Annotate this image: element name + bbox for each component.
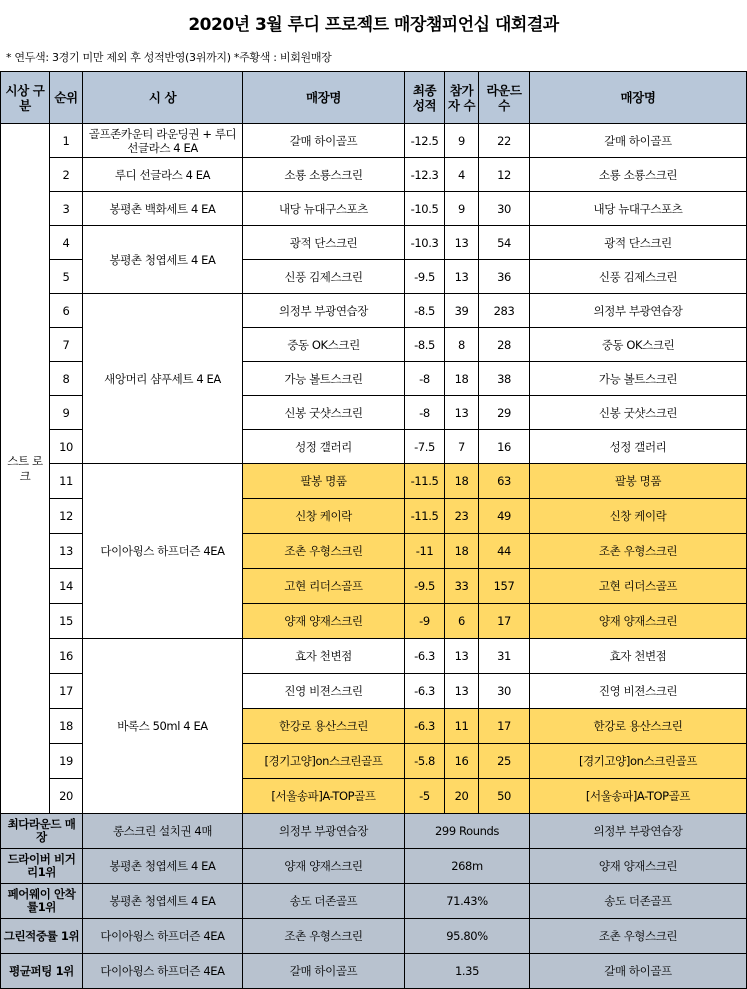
participants-cell: 18	[445, 534, 479, 569]
prize-cell: 다이아윙스 하프더즌 4EA	[83, 464, 243, 639]
award-value: 268m	[405, 849, 530, 884]
rank-cell: 14	[50, 569, 83, 604]
participants-cell: 7	[445, 430, 479, 464]
prize-cell: 봉평촌 청엽세트 4 EA	[83, 226, 243, 294]
rounds-cell: 31	[479, 639, 530, 674]
rank-cell: 7	[50, 328, 83, 362]
rank-cell: 8	[50, 362, 83, 396]
score-cell: -11.5	[405, 499, 445, 534]
rank-cell: 6	[50, 294, 83, 328]
score-cell: -10.5	[405, 192, 445, 226]
award-prize: 다이아윙스 하프더즌 4EA	[83, 954, 243, 989]
rounds-cell: 28	[479, 328, 530, 362]
rounds-cell: 157	[479, 569, 530, 604]
store2-cell: 신창 케이락	[530, 499, 747, 534]
award-store2: 의정부 부광연습장	[530, 814, 747, 849]
store2-cell: 신풍 김제스크린	[530, 260, 747, 294]
col-final-score: 최종 성적	[405, 72, 445, 124]
rounds-cell: 50	[479, 779, 530, 814]
score-cell: -8	[405, 396, 445, 430]
award-store: 의정부 부광연습장	[243, 814, 405, 849]
score-cell: -6.3	[405, 709, 445, 744]
col-rank: 순위	[50, 72, 83, 124]
participants-cell: 6	[445, 604, 479, 639]
col-prize: 시 상	[83, 72, 243, 124]
col-store-2: 매장명	[530, 72, 747, 124]
participants-cell: 20	[445, 779, 479, 814]
col-participants: 참가 자 수	[445, 72, 479, 124]
rank-cell: 18	[50, 709, 83, 744]
store-cell: 광적 단스크린	[243, 226, 405, 260]
participants-cell: 16	[445, 744, 479, 779]
legend-note: * 연두색: 3경기 미만 제외 후 성적반영(3위까지) *주황색 : 비회원매장	[6, 51, 332, 64]
store2-cell: 의정부 부광연습장	[530, 294, 747, 328]
award-prize: 롱스크린 설치권 4매	[83, 814, 243, 849]
store2-cell: 내당 뉴대구스포츠	[530, 192, 747, 226]
store-cell: 한강로 용산스크린	[243, 709, 405, 744]
rounds-cell: 25	[479, 744, 530, 779]
store2-cell: 효자 천변점	[530, 639, 747, 674]
rank-cell: 10	[50, 430, 83, 464]
rounds-cell: 17	[479, 709, 530, 744]
rank-cell: 16	[50, 639, 83, 674]
store2-cell: 팔봉 명품	[530, 464, 747, 499]
prize-cell: 루디 선글라스 4 EA	[83, 158, 243, 192]
award-value: 1.35	[405, 954, 530, 989]
store-cell: 팔봉 명품	[243, 464, 405, 499]
award-prize: 봉평촌 청엽세트 4 EA	[83, 849, 243, 884]
score-cell: -12.3	[405, 158, 445, 192]
participants-cell: 33	[445, 569, 479, 604]
rank-cell: 12	[50, 499, 83, 534]
score-cell: -5	[405, 779, 445, 814]
table-row	[1, 294, 747, 328]
rounds-cell: 12	[479, 158, 530, 192]
award-row	[1, 849, 747, 884]
rank-cell: 9	[50, 396, 83, 430]
participants-cell: 13	[445, 396, 479, 430]
prize-cell: 바록스 50ml 4 EA	[83, 639, 243, 814]
award-row	[1, 884, 747, 919]
rank-cell: 11	[50, 464, 83, 499]
table-row	[1, 124, 747, 158]
rounds-cell: 22	[479, 124, 530, 158]
participants-cell: 23	[445, 499, 479, 534]
participants-cell: 9	[445, 124, 479, 158]
store2-cell: 양재 양재스크린	[530, 604, 747, 639]
prize-cell: 봉평촌 백화세트 4 EA	[83, 192, 243, 226]
score-cell: -10.3	[405, 226, 445, 260]
prize-cell: 새앙머리 샴푸세트 4 EA	[83, 294, 243, 464]
participants-cell: 18	[445, 464, 479, 499]
store-cell: 중동 OK스크린	[243, 328, 405, 362]
store2-cell: 진영 비젼스크린	[530, 674, 747, 709]
table-row	[1, 158, 747, 192]
store-cell: 내당 뉴대구스포츠	[243, 192, 405, 226]
participants-cell: 9	[445, 192, 479, 226]
col-category: 시상 구분	[1, 72, 50, 124]
participants-cell: 13	[445, 260, 479, 294]
rounds-cell: 63	[479, 464, 530, 499]
table-row	[1, 226, 747, 260]
rounds-cell: 16	[479, 430, 530, 464]
rounds-cell: 283	[479, 294, 530, 328]
participants-cell: 13	[445, 674, 479, 709]
rounds-cell: 29	[479, 396, 530, 430]
store2-cell: 신봉 굿샷스크린	[530, 396, 747, 430]
participants-cell: 39	[445, 294, 479, 328]
col-store: 매장명	[243, 72, 405, 124]
score-cell: -12.5	[405, 124, 445, 158]
score-cell: -6.3	[405, 639, 445, 674]
participants-cell: 18	[445, 362, 479, 396]
table-row	[1, 464, 747, 499]
rank-cell: 13	[50, 534, 83, 569]
award-value: 299 Rounds	[405, 814, 530, 849]
store-cell: 신풍 김제스크린	[243, 260, 405, 294]
store2-cell: 조촌 우형스크린	[530, 534, 747, 569]
rank-cell: 20	[50, 779, 83, 814]
score-cell: -11.5	[405, 464, 445, 499]
store2-cell: 광적 단스크린	[530, 226, 747, 260]
store2-cell: 중동 OK스크린	[530, 328, 747, 362]
results-table	[0, 71, 747, 989]
award-label: 페어웨이 안착률1위	[1, 884, 83, 919]
store-cell: 가능 볼트스크린	[243, 362, 405, 396]
rank-cell: 2	[50, 158, 83, 192]
participants-cell: 8	[445, 328, 479, 362]
store-cell: 갈매 하이골프	[243, 124, 405, 158]
col-rounds: 라운드 수	[479, 72, 530, 124]
rounds-cell: 36	[479, 260, 530, 294]
award-store2: 송도 더존골프	[530, 884, 747, 919]
award-label: 평균퍼팅 1위	[1, 954, 83, 989]
award-store2: 조촌 우형스크린	[530, 919, 747, 954]
rounds-cell: 38	[479, 362, 530, 396]
award-store: 갈매 하이골프	[243, 954, 405, 989]
score-cell: -8.5	[405, 294, 445, 328]
rounds-cell: 54	[479, 226, 530, 260]
award-row	[1, 919, 747, 954]
store-cell: 의정부 부광연습장	[243, 294, 405, 328]
score-cell: -11	[405, 534, 445, 569]
rank-cell: 1	[50, 124, 83, 158]
award-label: 그린적중률 1위	[1, 919, 83, 954]
rank-cell: 3	[50, 192, 83, 226]
store2-cell: [서울송파]A-TOP골프	[530, 779, 747, 814]
participants-cell: 4	[445, 158, 479, 192]
rank-cell: 19	[50, 744, 83, 779]
participants-cell: 13	[445, 226, 479, 260]
rank-cell: 4	[50, 226, 83, 260]
score-cell: -6.3	[405, 674, 445, 709]
score-cell: -7.5	[405, 430, 445, 464]
award-store: 조촌 우형스크린	[243, 919, 405, 954]
store-cell: 소룡 소룡스크린	[243, 158, 405, 192]
award-store2: 양재 양재스크린	[530, 849, 747, 884]
score-cell: -9.5	[405, 569, 445, 604]
award-value: 71.43%	[405, 884, 530, 919]
store-cell: 신창 케이락	[243, 499, 405, 534]
rounds-cell: 30	[479, 674, 530, 709]
award-row	[1, 814, 747, 849]
table-row	[1, 192, 747, 226]
award-store: 양재 양재스크린	[243, 849, 405, 884]
award-value: 95.80%	[405, 919, 530, 954]
rank-cell: 15	[50, 604, 83, 639]
score-cell: -8	[405, 362, 445, 396]
store2-cell: 소룡 소룡스크린	[530, 158, 747, 192]
store2-cell: 한강로 용산스크린	[530, 709, 747, 744]
rounds-cell: 44	[479, 534, 530, 569]
rounds-cell: 17	[479, 604, 530, 639]
prize-cell: 골프존카운티 라운딩권 + 루디 선글라스 4 EA	[83, 124, 243, 158]
award-label: 드라이버 비거리1위	[1, 849, 83, 884]
rank-cell: 5	[50, 260, 83, 294]
participants-cell: 13	[445, 639, 479, 674]
store-cell: 고현 리더스골프	[243, 569, 405, 604]
award-row	[1, 954, 747, 989]
score-cell: -9	[405, 604, 445, 639]
award-label: 최다라운드 매장	[1, 814, 83, 849]
store2-cell: 갈매 하이골프	[530, 124, 747, 158]
award-prize: 봉평촌 청엽세트 4 EA	[83, 884, 243, 919]
score-cell: -8.5	[405, 328, 445, 362]
store-cell: 성정 갤러리	[243, 430, 405, 464]
category-stroke: 스트 로크	[1, 124, 50, 814]
store-cell: 양재 양재스크린	[243, 604, 405, 639]
score-cell: -5.8	[405, 744, 445, 779]
rank-cell: 17	[50, 674, 83, 709]
store-cell: [서울송파]A-TOP골프	[243, 779, 405, 814]
page-title: 2020년 3월 루디 프로젝트 매장챔피언십 대회결과	[188, 14, 559, 35]
store-cell: 진영 비젼스크린	[243, 674, 405, 709]
store-cell: 조촌 우형스크린	[243, 534, 405, 569]
store-cell: 효자 천변점	[243, 639, 405, 674]
award-store2: 갈매 하이골프	[530, 954, 747, 989]
store2-cell: 고현 리더스골프	[530, 569, 747, 604]
rounds-cell: 30	[479, 192, 530, 226]
participants-cell: 11	[445, 709, 479, 744]
store-cell: 신봉 굿샷스크린	[243, 396, 405, 430]
table-row	[1, 639, 747, 674]
award-prize: 다이아윙스 하프더즌 4EA	[83, 919, 243, 954]
score-cell: -9.5	[405, 260, 445, 294]
store2-cell: 성정 갤러리	[530, 430, 747, 464]
award-store: 송도 더존골프	[243, 884, 405, 919]
header-row	[1, 72, 747, 124]
store2-cell: [경기고양]on스크린골프	[530, 744, 747, 779]
store-cell: [경기고양]on스크린골프	[243, 744, 405, 779]
store2-cell: 가능 볼트스크린	[530, 362, 747, 396]
rounds-cell: 49	[479, 499, 530, 534]
